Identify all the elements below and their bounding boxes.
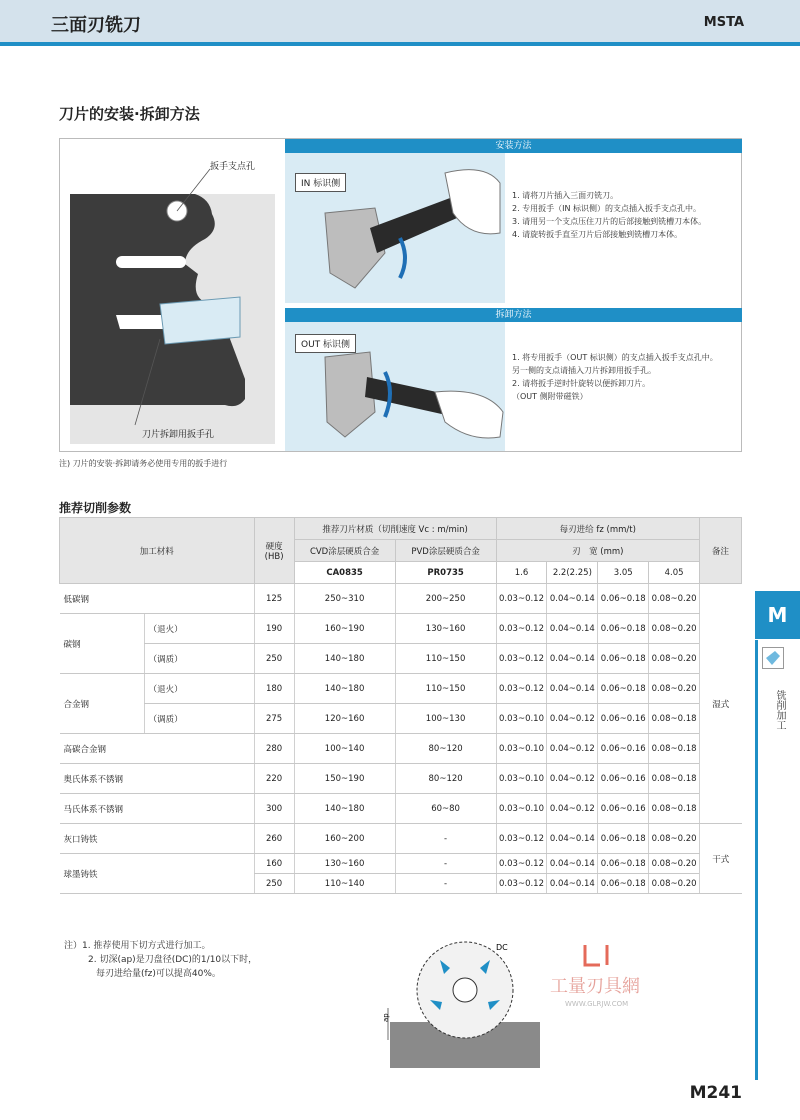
install-steps [512,189,706,241]
pvd-cell: 110~150 [395,644,496,674]
feed-cell: 0.03~0.12 [496,584,547,614]
feed-cell: 0.04~0.14 [547,584,598,614]
pvd-cell: - [395,854,496,874]
page-number: M241 [689,1083,742,1103]
remove-steps [512,351,718,403]
cutter-illustration [60,139,285,451]
feed-cell: 0.06~0.18 [598,614,649,644]
cvd-cell: 140~180 [294,674,395,704]
table-row [60,674,742,704]
install-panel [59,138,742,452]
feed-cell: 0.08~0.20 [649,674,700,704]
section-bar [755,640,758,1080]
section-tab[interactable]: M [755,591,800,639]
material-cell: 灰口铸铁 [60,824,255,854]
pvd-cell: - [395,824,496,854]
pvd-cell: 110~150 [395,674,496,704]
cvd-cell: 160~190 [294,614,395,644]
condition-cell: （退火） [144,614,254,644]
table-row [60,764,742,794]
pvd-cell: 80~120 [395,764,496,794]
header-remark: 备注 [700,518,742,584]
milling-icon [762,647,784,669]
section-title: 刀片的安装·拆卸方法 [59,105,200,123]
feed-cell: 0.03~0.10 [496,794,547,824]
pvd-cell: 200~250 [395,584,496,614]
dc-label: DC [496,943,508,952]
feed-cell: 0.04~0.12 [547,794,598,824]
cvd-cell: 110~140 [294,874,395,894]
feed-cell: 0.06~0.16 [598,794,649,824]
feed-cell: 0.08~0.18 [649,794,700,824]
feed-cell: 0.04~0.14 [547,824,598,854]
table-row [60,824,742,854]
hb-cell: 125 [254,584,294,614]
feed-cell: 0.06~0.18 [598,824,649,854]
watermark-url: WWW.GLRJW.COM [565,1000,629,1008]
remove-band: 拆卸方法 [285,308,742,322]
header-grade: 推荐刀片材质（切削速度 Vc : m/min) [294,518,496,540]
install-note: 注) 刀片的安装·拆卸请务必使用专用的扳手进行 [59,459,228,468]
hb-cell: 160 [254,854,294,874]
feed-cell: 0.03~0.12 [496,854,547,874]
material-cell: 球墨铸铁 [60,854,255,894]
feed-cell: 0.08~0.20 [649,854,700,874]
header-material: 加工材料 [60,518,255,584]
header-width: 刃 宽 (mm) [496,540,699,562]
feed-cell: 0.04~0.14 [547,614,598,644]
table-row [60,794,742,824]
header-pr0735: PR0735 [395,562,496,584]
table-row [60,704,742,734]
header-hardness: 硬度 (HB) [254,518,294,584]
pvd-cell: 100~130 [395,704,496,734]
remove-step: 1. 将专用扳手（OUT 标识侧）的支点插入扳手支点孔中。 [512,353,718,362]
hb-cell: 280 [254,734,294,764]
pvd-cell: 80~120 [395,734,496,764]
feed-cell: 0.03~0.10 [496,704,547,734]
cvd-cell: 160~200 [294,824,395,854]
watermark [545,940,685,1015]
feed-cell: 0.08~0.20 [649,824,700,854]
cvd-cell: 150~190 [294,764,395,794]
condition-cell: （调质） [144,644,254,674]
feed-cell: 0.06~0.16 [598,764,649,794]
feed-cell: 0.04~0.14 [547,854,598,874]
ap-label: ap [382,1013,390,1022]
feed-cell: 0.08~0.18 [649,764,700,794]
removal-hole-label: 刀片拆卸用扳手孔 [142,430,215,440]
product-code: MSTA [703,15,744,30]
watermark-text: 工量刃具網 [550,976,640,997]
feed-cell: 0.08~0.20 [649,644,700,674]
pvd-cell: 60~80 [395,794,496,824]
feed-cell: 0.08~0.20 [649,584,700,614]
in-side-tag: IN 标识侧 [295,173,346,192]
hb-cell: 180 [254,674,294,704]
feed-cell: 0.06~0.18 [598,874,649,894]
install-image [285,153,505,303]
table-row [60,734,742,764]
install-step: 2. 专用扳手（IN 标识侧）的支点插入扳手支点孔中。 [512,204,702,213]
feed-cell: 0.04~0.14 [547,644,598,674]
cvd-cell: 140~180 [294,644,395,674]
material-cell: 碳钢 [60,614,145,674]
feed-cell: 0.03~0.12 [496,824,547,854]
down-cut-diagram [380,940,540,1070]
footnotes [64,939,257,981]
hb-cell: 190 [254,614,294,644]
install-step: 3. 请用另一个支点压住刀片的后部接触到铣槽刀本体。 [512,217,707,226]
page-header [0,0,800,46]
material-cell: 低碳钢 [60,584,255,614]
feed-cell: 0.03~0.10 [496,734,547,764]
table-row [60,644,742,674]
hb-cell: 220 [254,764,294,794]
wrench-hole-label: 扳手支点孔 [210,162,256,172]
hb-cell: 250 [254,874,294,894]
header-ca0835: CA0835 [294,562,395,584]
feed-cell: 0.08~0.18 [649,704,700,734]
remark-wet: 湿式 [700,584,742,824]
install-band: 安装方法 [285,139,742,153]
feed-cell: 0.03~0.12 [496,674,547,704]
feed-cell: 0.06~0.18 [598,644,649,674]
feed-cell: 0.03~0.12 [496,874,547,894]
footnote: 每刃进给量(fz)可以提高40%。 [96,969,221,979]
header-cvd: CVD涂层硬质合金 [294,540,395,562]
header-width-value: 4.05 [649,562,700,584]
cutter-closeup-drawing [60,139,285,451]
feed-cell: 0.03~0.10 [496,764,547,794]
feed-cell: 0.04~0.14 [547,674,598,704]
header-width-value: 1.6 [496,562,547,584]
remove-step: 2. 请将扳手逆时针旋转以便拆卸刀片。 [512,379,651,388]
install-step: 4. 请旋转扳手直至刀片后部接触到铣槽刀本体。 [512,230,683,239]
table-row [60,584,742,614]
remove-step: 另一侧的支点请插入刀片拆卸用扳手孔。 [512,366,656,375]
feed-cell: 0.06~0.18 [598,674,649,704]
cvd-cell: 250~310 [294,584,395,614]
cvd-cell: 140~180 [294,794,395,824]
feed-cell: 0.06~0.16 [598,704,649,734]
condition-cell: （调质） [144,704,254,734]
feed-cell: 0.06~0.18 [598,854,649,874]
remove-step: （OUT 侧附带磁铁） [512,392,588,401]
hb-cell: 250 [254,644,294,674]
install-step: 1. 请将刀片插入三面刃铣刀。 [512,191,619,200]
cutting-params-table [59,517,742,894]
material-cell: 合金钢 [60,674,145,734]
table-row [60,854,742,874]
footnote: 2. 切深(ap)是刀盘径(DC)的1/10以下时， [88,955,258,965]
cvd-cell: 100~140 [294,734,395,764]
header-feed: 每刃进给 fz (mm/t) [496,518,699,540]
feed-cell: 0.03~0.12 [496,644,547,674]
section-label: 铣削加工 [774,690,785,730]
feed-cell: 0.04~0.12 [547,704,598,734]
hb-cell: 300 [254,794,294,824]
cvd-cell: 130~160 [294,854,395,874]
pvd-cell: 130~160 [395,614,496,644]
footnote: 注）1. 推荐使用下切方式进行加工。 [64,941,211,951]
header-width-value: 2.2(2.25) [547,562,598,584]
feed-cell: 0.03~0.12 [496,614,547,644]
feed-cell: 0.08~0.20 [649,614,700,644]
feed-cell: 0.08~0.18 [649,734,700,764]
material-cell: 马氏体系不锈钢 [60,794,255,824]
hb-cell: 260 [254,824,294,854]
feed-cell: 0.06~0.18 [598,584,649,614]
feed-cell: 0.04~0.12 [547,734,598,764]
cvd-cell: 120~160 [294,704,395,734]
out-side-tag: OUT 标识侧 [295,334,356,353]
page-title: 三面刃铣刀 [51,15,141,36]
table-row [60,614,742,644]
feed-cell: 0.04~0.12 [547,764,598,794]
condition-cell: （退火） [144,674,254,704]
material-cell: 奥氏体系不锈钢 [60,764,255,794]
material-cell: 高碳合金钢 [60,734,255,764]
feed-cell: 0.08~0.20 [649,874,700,894]
header-width-value: 3.05 [598,562,649,584]
remark-dry: 干式 [700,824,742,894]
feed-cell: 0.06~0.16 [598,734,649,764]
header-pvd: PVD涂层硬质合金 [395,540,496,562]
params-title: 推荐切削参数 [59,501,132,515]
pvd-cell: - [395,874,496,894]
remove-image [285,322,505,451]
hb-cell: 275 [254,704,294,734]
feed-cell: 0.04~0.14 [547,874,598,894]
